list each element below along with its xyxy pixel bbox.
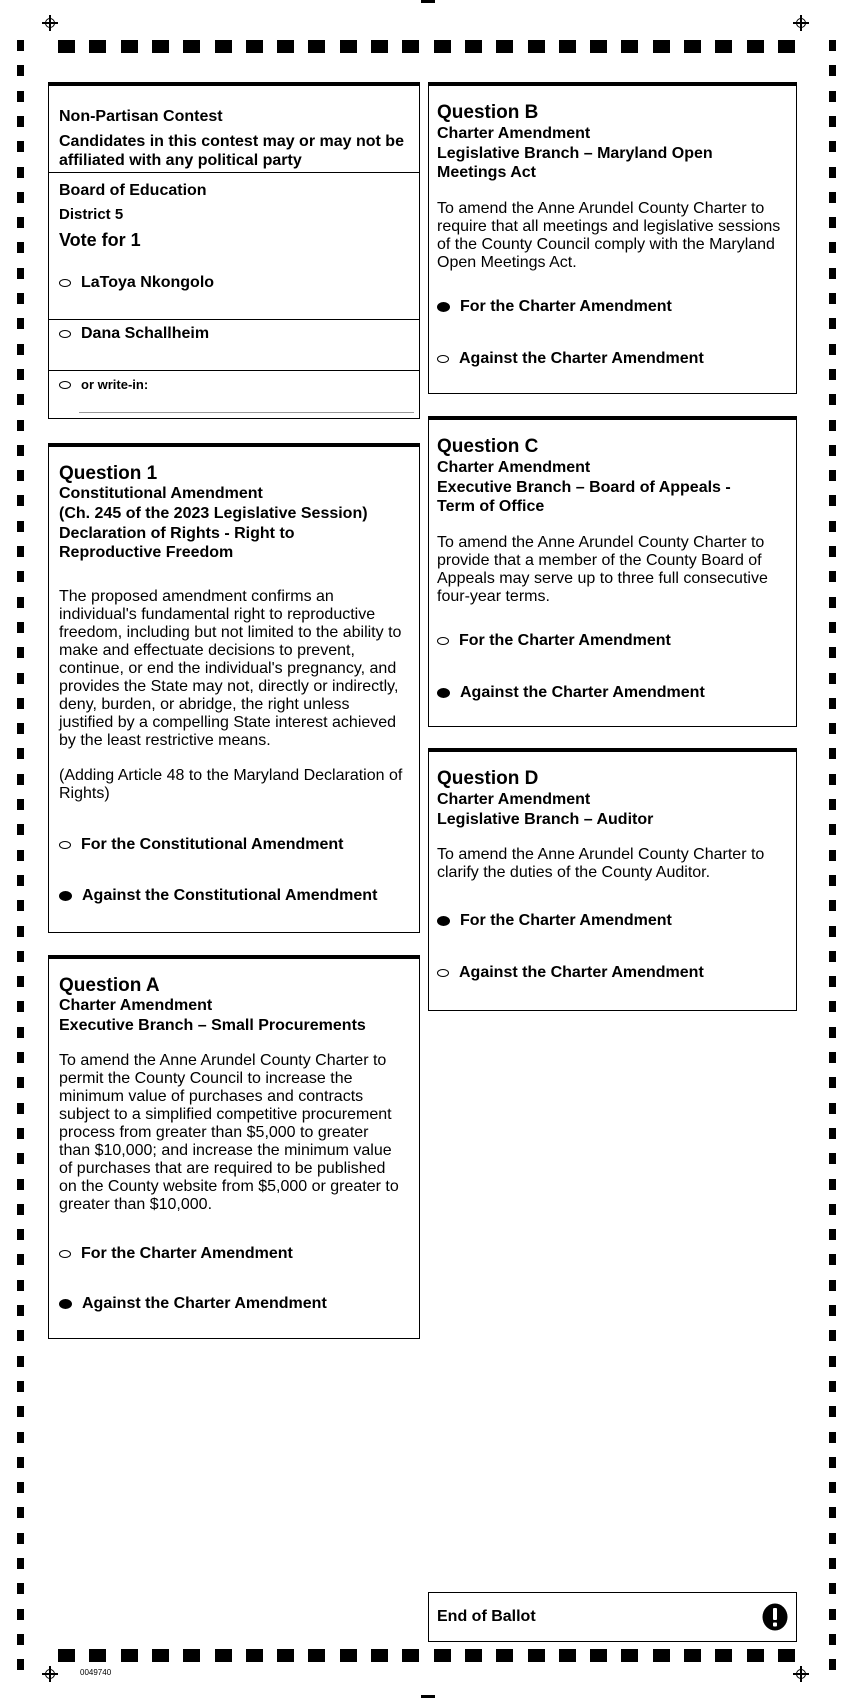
timing-mark — [778, 40, 795, 53]
timing-mark — [17, 167, 24, 178]
timing-mark — [829, 344, 836, 355]
oval-icon[interactable] — [59, 841, 71, 849]
timing-mark — [829, 1254, 836, 1265]
crosshair-icon — [42, 1666, 58, 1682]
timing-mark — [246, 40, 263, 53]
question-a — [48, 955, 420, 1339]
timing-mark — [371, 40, 388, 53]
timing-mark — [653, 1649, 670, 1662]
timing-mark — [496, 40, 513, 53]
contest-party-note: Candidates in this contest may or may not be affiliated with any political party — [59, 133, 404, 169]
timing-mark — [829, 217, 836, 228]
timing-mark — [829, 597, 836, 608]
timing-mark — [17, 1280, 24, 1291]
timing-mark — [340, 40, 357, 53]
timing-mark — [829, 65, 836, 76]
timing-mark — [17, 1432, 24, 1443]
timing-mark — [621, 40, 638, 53]
question-body: To amend the Anne Arundel County Charter to clarify the duties of the County Auditor. — [437, 846, 765, 881]
timing-mark — [17, 1356, 24, 1367]
timing-mark — [17, 976, 24, 987]
timing-mark — [829, 394, 836, 405]
question-subtitle: Charter Amendment — [437, 791, 591, 808]
contest-header: Non-Partisan Contest — [59, 108, 223, 125]
timing-mark — [17, 420, 24, 431]
timing-mark — [183, 40, 200, 53]
timing-mark — [829, 1406, 836, 1417]
question-title: Question C — [437, 436, 539, 457]
timing-mark — [17, 91, 24, 102]
question-b — [428, 82, 797, 394]
timing-mark — [277, 1649, 294, 1662]
timing-mark — [17, 1001, 24, 1012]
timing-mark — [17, 1052, 24, 1063]
option-against[interactable]: Against the Charter Amendment — [437, 964, 704, 982]
question-title: Question D — [437, 768, 539, 789]
timing-mark — [829, 167, 836, 178]
question-c — [428, 416, 797, 727]
timing-mark — [829, 1179, 836, 1190]
crosshair-icon — [42, 15, 58, 31]
timing-mark — [17, 1381, 24, 1392]
timing-mark — [17, 1027, 24, 1038]
timing-mark — [829, 268, 836, 279]
question-body: To amend the Anne Arundel County Charter to permit the County Council to increase the minimum value of purchases and contracts subject to a simplified competitive procurement process from greater than $5,000 to greater than $10,000; and increase the minimum value of purchases that are required to be published on the County website from $5,000 or greater to greater than $10,000. — [59, 1052, 399, 1213]
timing-mark — [829, 926, 836, 937]
timing-mark — [829, 1153, 836, 1164]
district-label: District 5 — [59, 206, 124, 223]
timing-mark — [829, 1103, 836, 1114]
edge-mark — [421, 0, 435, 3]
question-subtitle: Charter Amendment — [59, 997, 213, 1014]
timing-mark — [17, 1533, 24, 1544]
timing-mark — [17, 647, 24, 658]
timing-mark — [277, 40, 294, 53]
timing-mark — [17, 40, 24, 51]
timing-mark — [829, 748, 836, 759]
timing-mark — [17, 1330, 24, 1341]
timing-mark — [829, 546, 836, 557]
timing-mark — [528, 40, 545, 53]
timing-mark — [17, 1103, 24, 1114]
filled-oval-icon[interactable] — [59, 891, 72, 901]
timing-mark — [17, 748, 24, 759]
question-title: Question 1 — [59, 463, 158, 484]
timing-mark — [559, 40, 576, 53]
question-body: The proposed amendment confirms an individual's fundamental right to reproductive freedom, including but not limited to the ability to make and effectuate decisions to prevent, continue, or end the individual's pregnancy, and provides the State may not, directly or indirectly, deny, burden, or abridge, the right unless justified by a compelling State interest achieved by the least restrictive means. — [59, 588, 402, 749]
timing-mark — [829, 318, 836, 329]
timing-mark — [829, 799, 836, 810]
timing-mark — [17, 824, 24, 835]
write-in-option[interactable]: or write-in: — [59, 377, 148, 392]
candidate-option-1[interactable]: LaToya Nkongolo — [59, 274, 214, 292]
timing-mark — [829, 1330, 836, 1341]
timing-mark — [684, 40, 701, 53]
vote-for-label: Vote for 1 — [59, 230, 141, 250]
timing-mark — [17, 293, 24, 304]
filled-oval-icon[interactable] — [437, 302, 450, 312]
office-title: Board of Education — [59, 182, 207, 199]
question-subtitle: Charter Amendment — [437, 459, 591, 476]
timing-mark — [17, 1077, 24, 1088]
timing-mark — [17, 192, 24, 203]
timing-mark — [829, 698, 836, 709]
filled-oval-icon[interactable] — [59, 1299, 72, 1309]
filled-oval-icon[interactable] — [437, 916, 450, 926]
timing-mark — [715, 40, 732, 53]
timing-mark — [17, 521, 24, 532]
timing-mark — [829, 1305, 836, 1316]
timing-mark — [829, 1229, 836, 1240]
timing-mark — [340, 1649, 357, 1662]
question-body: To amend the Anne Arundel County Charter to provide that a member of the County Board of Appeals may serve up to three full consecutive four-year terms. — [437, 534, 768, 605]
filled-oval-icon[interactable] — [437, 688, 450, 698]
timing-mark — [17, 141, 24, 152]
timing-mark — [17, 1179, 24, 1190]
timing-mark — [308, 1649, 325, 1662]
question-subtitle: Constitutional Amendment — [59, 485, 263, 502]
ballot-number: 0049740 — [80, 1668, 112, 1677]
timing-mark — [829, 1634, 836, 1645]
timing-mark — [829, 470, 836, 481]
timing-mark — [829, 824, 836, 835]
crosshair-icon — [793, 1666, 809, 1682]
timing-mark — [17, 951, 24, 962]
timing-mark — [747, 1649, 764, 1662]
timing-mark — [434, 40, 451, 53]
timing-mark — [17, 1507, 24, 1518]
timing-mark — [829, 1507, 836, 1518]
timing-mark — [17, 445, 24, 456]
timing-mark — [829, 900, 836, 911]
timing-mark — [829, 1432, 836, 1443]
timing-mark — [17, 217, 24, 228]
timing-mark — [17, 318, 24, 329]
contest-board-of-education — [48, 82, 420, 419]
crosshair-icon — [793, 15, 809, 31]
timing-mark — [17, 1254, 24, 1265]
question-note: (Adding Article 48 to the Maryland Declaration of Rights) — [59, 767, 403, 802]
option-for[interactable]: For the Charter Amendment — [59, 1245, 293, 1263]
timing-mark — [121, 1649, 138, 1662]
timing-mark — [371, 1649, 388, 1662]
timing-mark — [17, 1128, 24, 1139]
timing-mark — [747, 40, 764, 53]
timing-mark — [17, 723, 24, 734]
timing-mark — [715, 1649, 732, 1662]
timing-mark — [17, 673, 24, 684]
timing-mark — [829, 1128, 836, 1139]
option-against[interactable]: Against the Constitutional Amendment — [59, 887, 377, 905]
timing-mark — [58, 40, 75, 53]
question-subtitle: Legislative Branch – Auditor — [437, 811, 654, 828]
timing-mark — [829, 1381, 836, 1392]
timing-mark — [829, 1001, 836, 1012]
timing-mark — [121, 40, 138, 53]
question-subtitle: Executive Branch – Small Procurements — [59, 1017, 366, 1034]
timing-mark — [829, 875, 836, 886]
oval-icon[interactable] — [59, 381, 71, 389]
timing-mark — [17, 571, 24, 582]
timing-mark — [17, 900, 24, 911]
oval-icon[interactable] — [437, 355, 449, 363]
option-for[interactable]: For the Constitutional Amendment — [59, 836, 344, 854]
timing-mark — [829, 622, 836, 633]
timing-mark — [829, 91, 836, 102]
timing-mark — [308, 40, 325, 53]
timing-mark — [465, 40, 482, 53]
timing-mark — [17, 597, 24, 608]
timing-mark — [829, 369, 836, 380]
timing-mark — [829, 1482, 836, 1493]
timing-mark — [17, 546, 24, 557]
end-of-ballot-label: End of Ballot — [437, 1608, 536, 1625]
timing-mark — [829, 976, 836, 987]
timing-mark — [434, 1649, 451, 1662]
question-body: To amend the Anne Arundel County Charter to require that all meetings and legislative sessions of the County Council comply with the Maryland Open Meetings Act. — [437, 200, 781, 271]
oval-icon[interactable] — [59, 279, 71, 287]
timing-mark — [829, 192, 836, 203]
option-against[interactable]: Against the Charter Amendment — [59, 1295, 327, 1313]
timing-mark — [215, 40, 232, 53]
timing-mark — [829, 1558, 836, 1569]
oval-icon[interactable] — [59, 330, 71, 338]
timing-mark — [829, 774, 836, 785]
timing-mark — [829, 242, 836, 253]
timing-mark — [17, 1558, 24, 1569]
timing-mark — [829, 1280, 836, 1291]
oval-icon[interactable] — [59, 1250, 71, 1258]
timing-mark — [17, 242, 24, 253]
timing-mark — [829, 1356, 836, 1367]
timing-mark — [17, 1204, 24, 1215]
timing-mark — [17, 1659, 24, 1670]
timing-mark — [653, 40, 670, 53]
option-for[interactable]: For the Charter Amendment — [437, 632, 671, 650]
timing-mark — [17, 1229, 24, 1240]
timing-mark — [829, 673, 836, 684]
timing-mark — [829, 521, 836, 532]
timing-mark — [246, 1649, 263, 1662]
timing-mark — [829, 850, 836, 861]
timing-mark — [402, 1649, 419, 1662]
question-d — [428, 748, 797, 1011]
timing-mark — [17, 926, 24, 937]
end-of-ballot-box — [428, 1592, 797, 1642]
timing-mark — [17, 875, 24, 886]
timing-mark — [17, 698, 24, 709]
timing-mark — [17, 369, 24, 380]
candidate-option-2[interactable]: Dana Schallheim — [59, 325, 209, 343]
timing-mark — [465, 1649, 482, 1662]
timing-mark — [621, 1649, 638, 1662]
option-for[interactable]: For the Charter Amendment — [437, 912, 672, 930]
timing-mark — [152, 40, 169, 53]
timing-mark — [17, 850, 24, 861]
timing-mark — [559, 1649, 576, 1662]
timing-mark — [89, 40, 106, 53]
timing-mark — [17, 495, 24, 506]
timing-mark — [829, 1052, 836, 1063]
timing-mark — [829, 445, 836, 456]
timing-mark — [829, 571, 836, 582]
timing-mark — [17, 65, 24, 76]
timing-mark — [829, 40, 836, 51]
timing-mark — [829, 420, 836, 431]
timing-mark — [58, 1649, 75, 1662]
timing-mark — [829, 141, 836, 152]
timing-mark — [152, 1649, 169, 1662]
timing-mark — [829, 1457, 836, 1468]
option-against[interactable]: Against the Charter Amendment — [437, 684, 705, 702]
timing-mark — [17, 1153, 24, 1164]
option-against[interactable]: Against the Charter Amendment — [437, 350, 704, 368]
question-title: Question B — [437, 102, 539, 123]
timing-mark — [17, 394, 24, 405]
timing-mark — [829, 1609, 836, 1620]
timing-mark — [829, 1659, 836, 1670]
timing-mark — [17, 470, 24, 481]
timing-mark — [17, 1305, 24, 1316]
timing-mark — [684, 1649, 701, 1662]
timing-mark — [17, 1482, 24, 1493]
timing-mark — [829, 1077, 836, 1088]
timing-mark — [402, 40, 419, 53]
timing-mark — [17, 344, 24, 355]
timing-mark — [829, 1027, 836, 1038]
timing-mark — [590, 40, 607, 53]
timing-mark — [829, 1204, 836, 1215]
timing-mark — [17, 622, 24, 633]
timing-mark — [17, 1406, 24, 1417]
timing-mark — [17, 1609, 24, 1620]
timing-mark — [215, 1649, 232, 1662]
option-for[interactable]: For the Charter Amendment — [437, 298, 672, 316]
question-subtitle: Charter Amendment — [437, 125, 591, 142]
timing-mark — [829, 1533, 836, 1544]
question-1 — [48, 443, 420, 933]
timing-mark — [17, 774, 24, 785]
timing-mark — [829, 495, 836, 506]
question-subtitle: Executive Branch – Board of Appeals - Term of Office — [437, 479, 731, 515]
timing-mark — [829, 647, 836, 658]
oval-icon[interactable] — [437, 969, 449, 977]
timing-mark — [17, 799, 24, 810]
question-subtitle: (Ch. 245 of the 2023 Legislative Session) — [59, 505, 368, 522]
timing-mark — [17, 116, 24, 127]
timing-mark — [17, 268, 24, 279]
question-subtitle: Legislative Branch – Maryland Open Meetings Act — [437, 145, 713, 181]
timing-mark — [528, 1649, 545, 1662]
timing-mark — [17, 1583, 24, 1594]
timing-mark — [829, 951, 836, 962]
timing-mark — [89, 1649, 106, 1662]
timing-mark — [183, 1649, 200, 1662]
timing-mark — [590, 1649, 607, 1662]
timing-mark — [829, 116, 836, 127]
question-title: Question A — [59, 975, 160, 996]
timing-mark — [17, 1634, 24, 1645]
timing-mark — [829, 723, 836, 734]
timing-mark — [496, 1649, 513, 1662]
question-subtitle: Declaration of Rights - Right to Reproductive Freedom — [59, 525, 295, 561]
timing-mark — [829, 293, 836, 304]
timing-mark — [778, 1649, 795, 1662]
timing-mark — [17, 1457, 24, 1468]
exclamation-circle-icon — [762, 1603, 788, 1631]
timing-mark — [829, 1583, 836, 1594]
oval-icon[interactable] — [437, 637, 449, 645]
